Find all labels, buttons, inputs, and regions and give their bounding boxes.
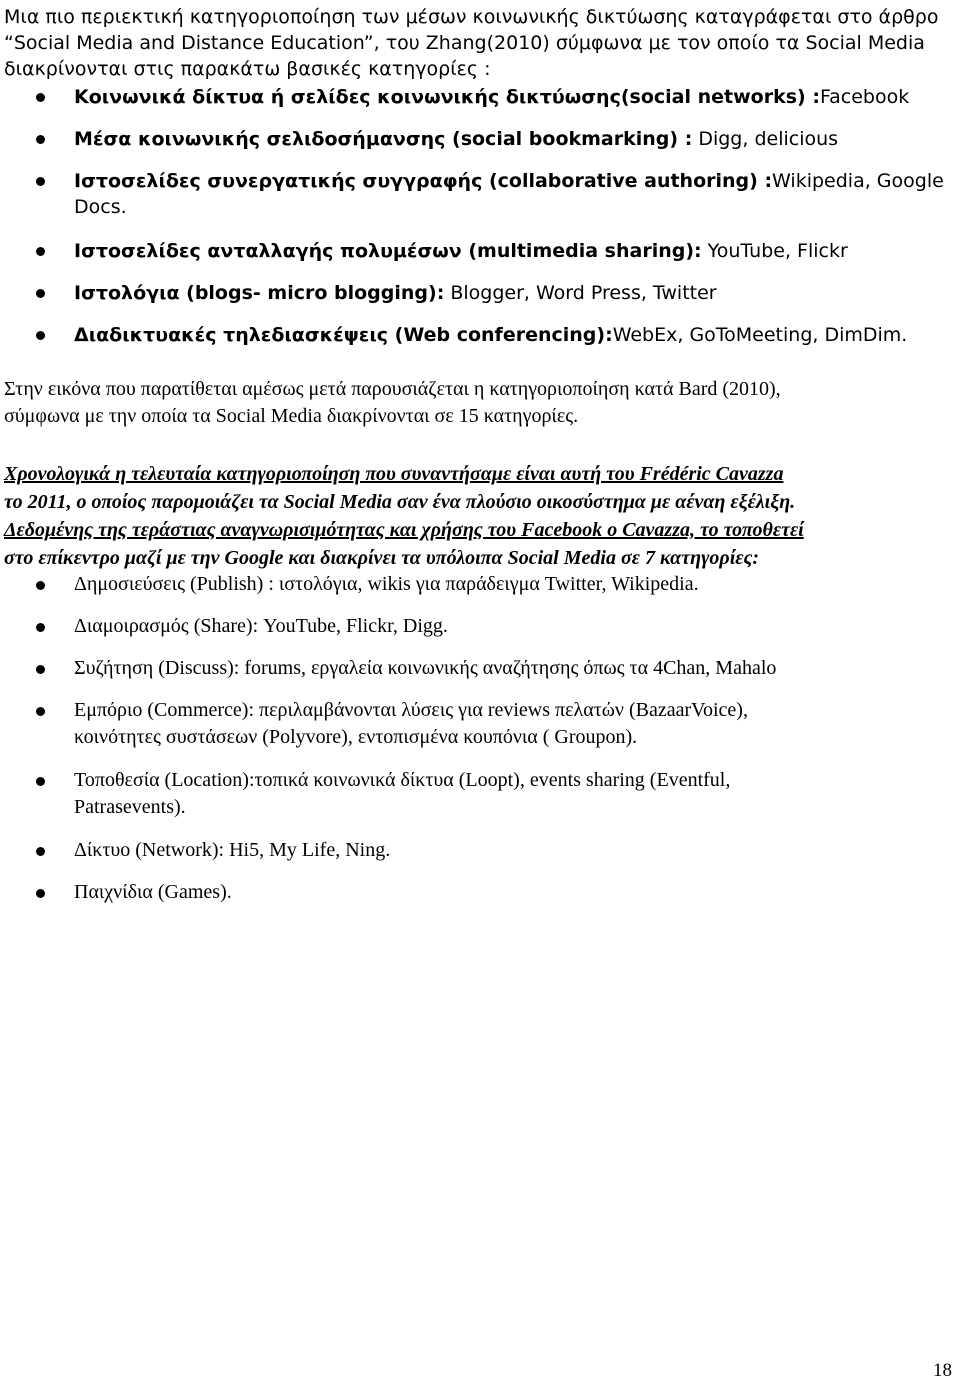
cavazza-paragraph	[4, 460, 960, 572]
category-name: Μέσα κοινωνικής σελιδοσήμανσης (social bookmarking) :	[74, 128, 693, 150]
bullet-icon	[36, 247, 45, 256]
bullet-icon	[36, 135, 45, 144]
category-text: Συζήτηση (Discuss): forums, εργαλεία κοινωνικής αναζήτησης όπως τα 4Chan, Mahalo	[74, 657, 777, 679]
intro-line: διακρίνονται στις παρακάτω βασικές κατηγορίες :	[4, 58, 491, 80]
bullet-icon	[36, 889, 45, 898]
category-examples-continued: Docs.	[74, 196, 127, 218]
category-examples: Wikipedia, Google	[772, 170, 944, 192]
category-text: Παιχνίδια (Games).	[74, 881, 232, 903]
bullet-icon	[36, 847, 45, 856]
page-number: 18	[933, 1360, 952, 1381]
bard-paragraph	[4, 376, 954, 430]
intro-line: “Social Media and Distance Education”, του Zhang(2010) σύμφωνα με τον οποίο τα Social Media	[4, 32, 925, 54]
bullet-icon	[36, 331, 45, 340]
category-examples: Digg, delicious	[692, 128, 839, 150]
bullet-icon	[36, 665, 45, 674]
cavazza-line: το 2011, ο οποίος παρομοιάζει τα Social Media σαν ένα πλούσιο οικοσύστημα με αέναη εξέλιξη.	[4, 491, 796, 513]
category-name: Ιστοσελίδες συνεργατικής συγγραφής (collaborative authoring) :	[74, 170, 773, 192]
bullet-icon	[36, 623, 45, 632]
bullet-icon	[36, 177, 45, 186]
category-text-line: Εμπόριο (Commerce): περιλαμβάνονται λύσεις για reviews πελατών (BazaarVoice),	[74, 699, 748, 721]
cavazza-line: Χρονολογικά η τελευταία κατηγοριοποίηση που συναντήσαμε είναι αυτή του Frédéric Cavazza	[4, 463, 784, 485]
category-text	[74, 697, 944, 751]
category-name: Ιστοσελίδες ανταλλαγής πολυμέσων (multimedia sharing):	[74, 240, 702, 262]
cavazza-line: Δεδομένης της τεράστιας αναγνωρισιμότητας και χρήσης του Facebook ο Cavazza, το τοποθετεί	[4, 519, 804, 541]
bullet-icon	[36, 93, 45, 102]
category-name: Ιστολόγια (blogs- micro blogging):	[74, 282, 445, 304]
category-text: Δημοσιεύσεις (Publish) : ιστολόγια, wikis για παράδειγμα Twitter, Wikipedia.	[74, 573, 699, 595]
category-name: Κοινωνικά δίκτυα ή σελίδες κοινωνικής δικτύωσης(social networks) :	[74, 86, 820, 108]
bullet-icon	[36, 777, 45, 786]
intro-paragraph	[4, 4, 954, 82]
category-examples: YouTube, Flickr	[701, 240, 848, 262]
intro-line: Μια πιο περιεκτική κατηγοριοποίηση των μέσων κοινωνικής δικτύωσης καταγράφεται στο άρθρο	[4, 6, 939, 28]
bullet-icon	[36, 581, 45, 590]
cavazza-line: στο επίκεντρο μαζί με την Google και διακρίνει τα υπόλοιπα Social Media σε 7 κατηγορίες:	[4, 547, 760, 569]
category-text: Δίκτυο (Network): Hi5, My Life, Ning.	[74, 839, 391, 861]
category-name: Διαδικτυακές τηλεδιασκέψεις (Web conferencing):	[74, 324, 613, 346]
category-text	[74, 767, 944, 821]
category-text-line: Τοποθεσία (Location):τοπικά κοινωνικά δίκτυα (Loopt), events sharing (Eventful,	[74, 769, 731, 791]
bullet-icon	[36, 289, 45, 298]
bard-line: Στην εικόνα που παρατίθεται αμέσως μετά παρουσιάζεται η κατηγοριοποίηση κατά Bard (2010),	[4, 378, 781, 400]
bullet-icon	[36, 707, 45, 716]
category-examples: WebEx, GoToMeeting, DimDim.	[612, 324, 908, 346]
category-examples: Facebook	[819, 86, 910, 108]
category-text-line: κοινότητες συστάσεων (Polyvore), εντοπισμένα κουπόνια ( Groupon).	[74, 726, 638, 748]
category-text-line: Patrasevents).	[74, 796, 186, 818]
category-text: Διαμοιρασμός (Share): YouTube, Flickr, Digg.	[74, 615, 448, 637]
bard-line: σύμφωνα με την οποία τα Social Media διακρίνονται σε 15 κατηγορίες.	[4, 405, 579, 427]
category-examples: Blogger, Word Press, Twitter	[444, 282, 717, 304]
